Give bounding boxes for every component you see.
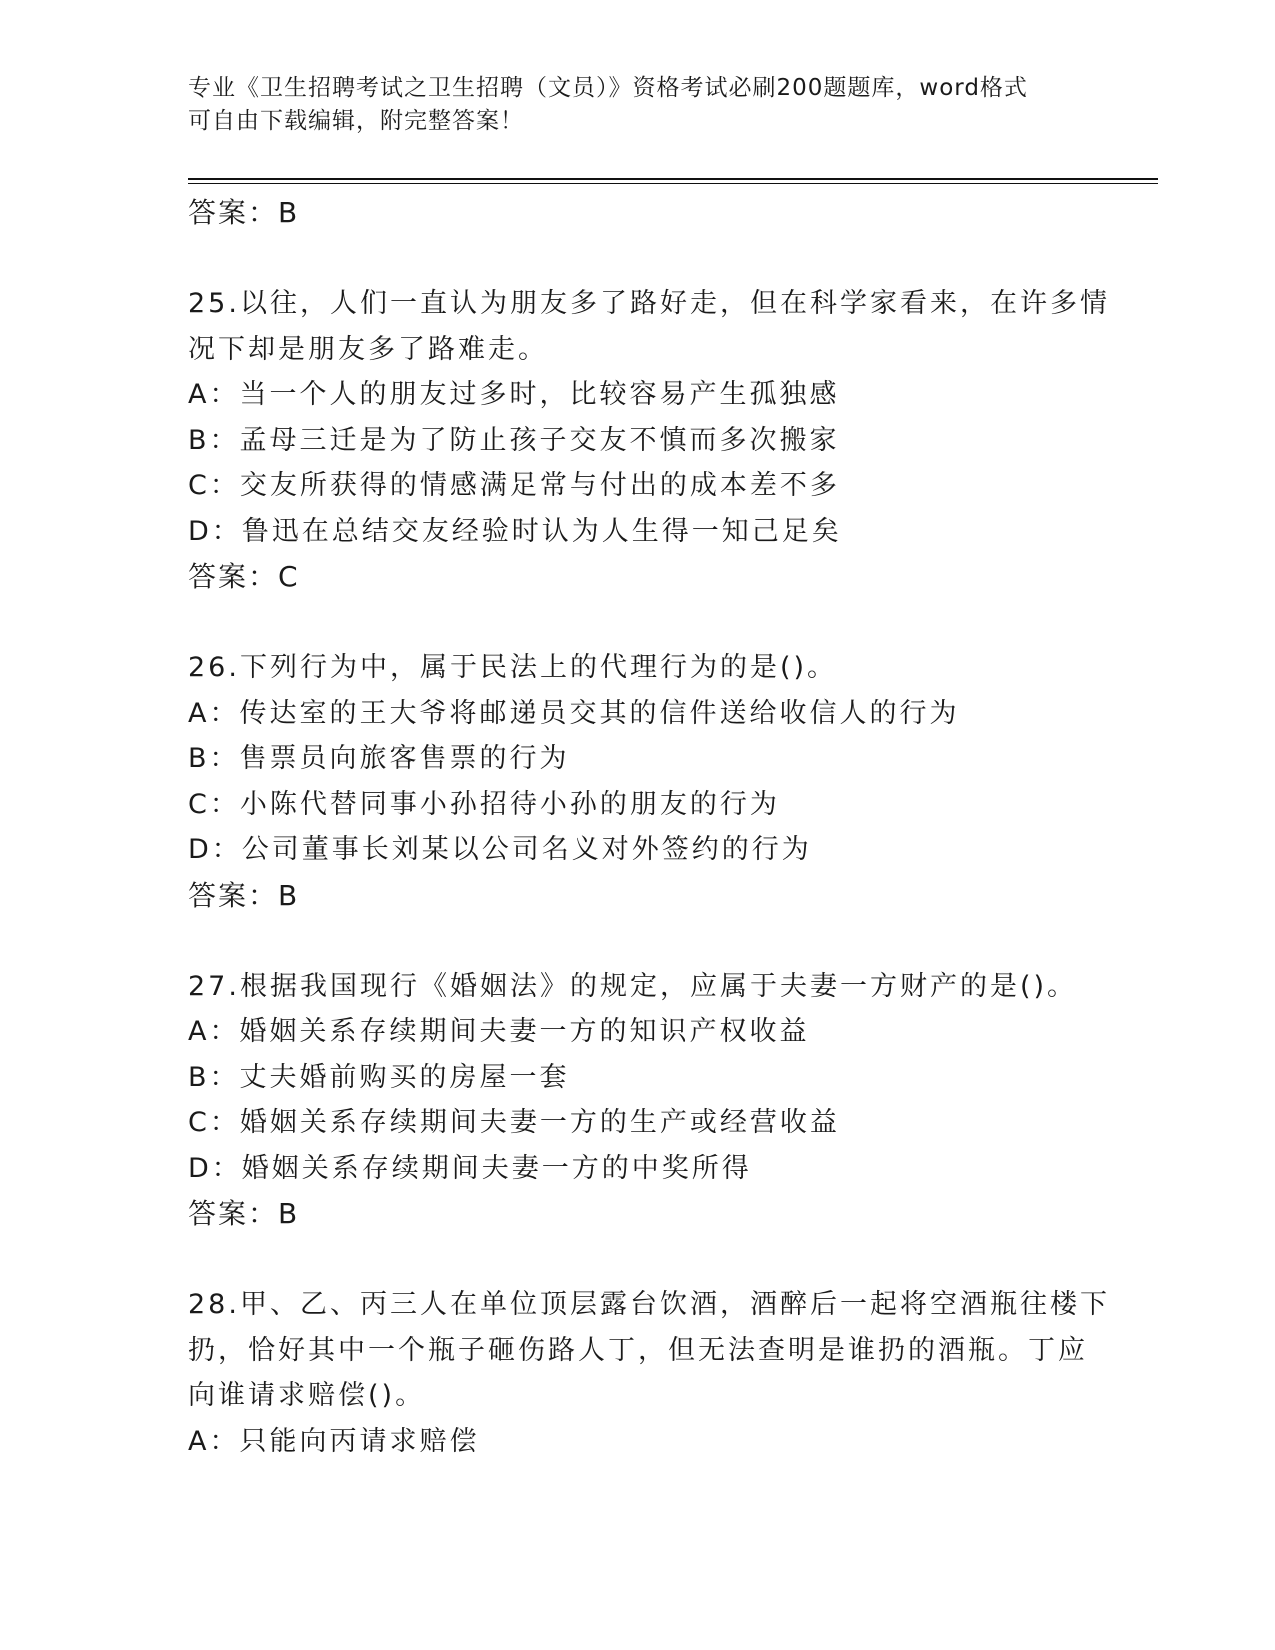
spacer bbox=[188, 600, 1148, 646]
option-a: A：当一个人的朋友过多时，比较容易产生孤独感 bbox=[188, 379, 840, 410]
question-stem: 况下却是朋友多了路难走。 bbox=[188, 333, 548, 365]
question-stem: 28.甲、乙、丙三人在单位顶层露台饮酒，酒醉后一起将空酒瓶往楼下 bbox=[188, 1289, 1110, 1320]
option-a: A：传达室的王大爷将邮递员交其的信件送给收信人的行为 bbox=[188, 697, 960, 729]
option-b: B：孟母三迁是为了防止孩子交友不慎而多次搬家 bbox=[188, 424, 840, 456]
answer-label: 答案：B bbox=[188, 196, 300, 229]
question-list bbox=[188, 190, 1148, 1464]
header-line-2: 可自由下载编辑，附完整答案！ bbox=[188, 108, 524, 134]
header-line-1: 专业《卫生招聘考试之卫生招聘（文员）》资格考试必刷200题题库，word格式 bbox=[188, 75, 1028, 101]
option-c: C：小陈代替同事小孙招待小孙的朋友的行为 bbox=[188, 788, 780, 820]
question-block-24 bbox=[188, 190, 1148, 236]
option-c: C：交友所获得的情感满足常与付出的成本差不多 bbox=[188, 470, 840, 501]
header-divider-thick bbox=[188, 178, 1158, 180]
question-stem: 27.根据我国现行《婚姻法》的规定，应属于夫妻一方财产的是()。 bbox=[188, 970, 1078, 1002]
option-b: B：售票员向旅客售票的行为 bbox=[188, 743, 570, 774]
header-divider-thin bbox=[188, 183, 1158, 184]
option-d: D：婚姻关系存续期间夫妻一方的中奖所得 bbox=[188, 1152, 752, 1184]
spacer bbox=[188, 1237, 1148, 1283]
question-stem: 扔，恰好其中一个瓶子砸伤路人丁，但无法查明是谁扔的酒瓶。丁应 bbox=[188, 1334, 1088, 1366]
option-c: C：婚姻关系存续期间夫妻一方的生产或经营收益 bbox=[188, 1107, 840, 1138]
question-block-28 bbox=[188, 1282, 1148, 1464]
answer-label: 答案：C bbox=[188, 560, 300, 593]
question-block-26 bbox=[188, 645, 1148, 918]
option-a: A：婚姻关系存续期间夫妻一方的知识产权收益 bbox=[188, 1016, 810, 1047]
answer-label: 答案：B bbox=[188, 878, 300, 912]
spacer bbox=[188, 918, 1148, 964]
question-stem: 25.以往，人们一直认为朋友多了路好走，但在科学家看来，在许多情 bbox=[188, 288, 1110, 319]
option-a: A：只能向丙请求赔偿 bbox=[188, 1425, 480, 1457]
question-stem: 26.下列行为中，属于民法上的代理行为的是()。 bbox=[188, 652, 838, 683]
answer-label: 答案：B bbox=[188, 1197, 300, 1230]
question-block-27 bbox=[188, 964, 1148, 1237]
spacer bbox=[188, 236, 1148, 282]
option-b: B：丈夫婚前购买的房屋一套 bbox=[188, 1061, 570, 1093]
option-d: D：公司董事长刘某以公司名义对外签约的行为 bbox=[188, 834, 812, 865]
question-block-25 bbox=[188, 281, 1148, 600]
page-header bbox=[188, 72, 1068, 138]
option-d: D：鲁迅在总结交友经验时认为人生得一知己足矣 bbox=[188, 515, 842, 547]
question-stem: 向谁请求赔偿()。 bbox=[188, 1380, 426, 1411]
